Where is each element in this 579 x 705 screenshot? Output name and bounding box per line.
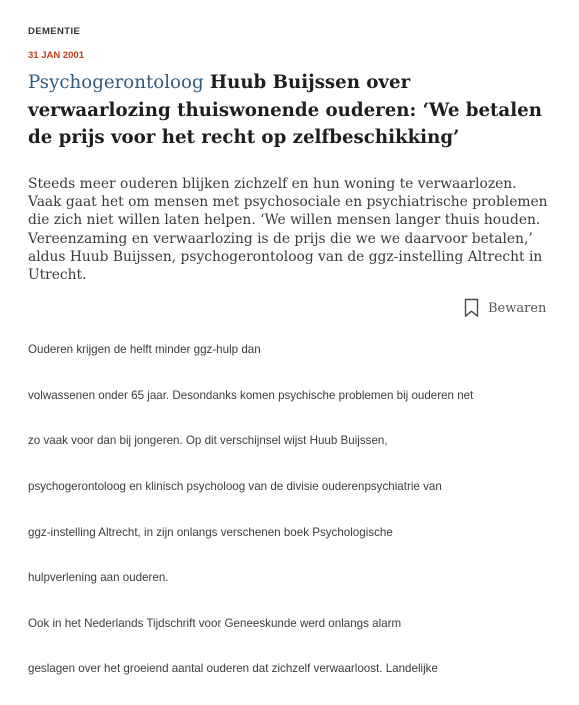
body-line: hulpverlening aan ouderen. — [28, 571, 169, 584]
article-lede: Steeds meer ouderen blijken zichzelf en hun woning te verwaarlozen. Vaak gaat het om mensen met psychosociale en psychiatrische problemen die zich niet willen laten helpen. ‘We willen mensen langer thuis houden. Vereenzaming en verwaarlozing is de prijs die we we daarvoor betalen,’ aldus Huub Buijssen, psychogerontoloog van de ggz-instelling Altrecht in Utrecht. — [28, 176, 548, 284]
body-line: Ouderen krijgen de helft minder ggz-hulp dan — [28, 343, 261, 356]
bookmark-label: Bewaren — [488, 300, 547, 316]
body-line: ggz-instelling Altrecht, in zijn onlangs verschenen boek Psychologische — [28, 526, 393, 539]
bookmark-icon — [464, 298, 479, 318]
body-line: zo vaak voor dan bij jongeren. Op dit verschijnsel wijst Huub Buijssen, — [28, 434, 388, 447]
headline-tag: Psychogerontoloog — [28, 72, 204, 93]
headline-text: Huub Buijssen over verwaarlozing thuiswonende ouderen: ‘We betalen de prijs voor het recht op zelfbeschikking’ — [28, 72, 542, 148]
headline — [28, 69, 548, 152]
body-line: psychogerontoloog en klinisch psycholoog van de divisie ouderenpsychiatrie van — [28, 480, 442, 493]
publication-date: 31 JAN 2001 — [28, 50, 84, 61]
body-line: geslagen over het groeiend aantal ouderen dat zichzelf verwaarloost. Landelijke — [28, 662, 438, 675]
body-line: Ook in het Nederlands Tijdschrift voor Geneeskunde werd onlangs alarm — [28, 617, 402, 630]
body-line: volwassenen onder 65 jaar. Desondanks komen psychische problemen bij ouderen net — [28, 389, 474, 402]
bookmark-button[interactable] — [464, 298, 546, 318]
category-label[interactable]: DEMENTIE — [28, 26, 81, 37]
